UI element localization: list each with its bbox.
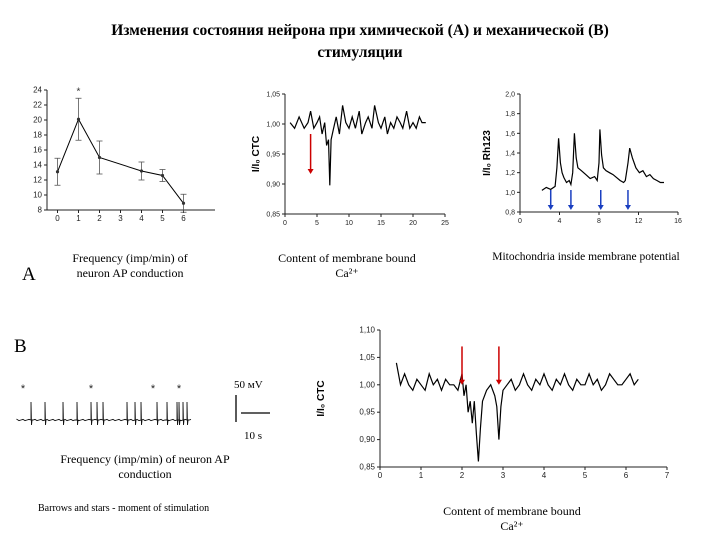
x-tick-label: 7 [664, 471, 670, 480]
chart-a-frequency [25, 82, 230, 232]
y-axis-label: I/I₀ Rh123 [482, 130, 493, 176]
caption-b-frequency: Frequency (imp/min) of neuron AP conduction [60, 452, 230, 481]
chart-a-rh123 [478, 86, 693, 226]
stimulation-star: * [150, 383, 156, 395]
data-point [56, 170, 59, 173]
footnote-stimulation: Barrows and stars - moment of stimulation [38, 503, 210, 514]
chart-b-ctc [312, 322, 682, 487]
y-tick-label: 8 [37, 205, 42, 215]
slide-title [0, 20, 720, 64]
data-point [161, 174, 164, 177]
x-tick-label: 3 [118, 214, 123, 223]
y-tick-label: 1,4 [505, 150, 515, 158]
y-tick-label: 1,00 [266, 121, 280, 129]
y-tick-label: 12 [33, 175, 42, 185]
data-point [77, 118, 80, 121]
x-tick-label: 5 [315, 220, 319, 227]
y-tick-label: 10 [33, 190, 42, 200]
x-tick-label: 5 [582, 471, 588, 480]
y-tick-label: 0,8 [505, 209, 515, 217]
x-tick-label: 3 [500, 471, 506, 480]
y-tick-label: 1,05 [359, 352, 375, 362]
x-tick-label: 1 [418, 471, 424, 480]
y-tick-label: 1,6 [505, 130, 515, 138]
x-tick-label: 6 [623, 471, 629, 480]
y-tick-label: 0,85 [266, 211, 280, 219]
y-tick-label: 1,8 [505, 111, 515, 119]
y-tick-label: 1,00 [359, 380, 375, 390]
x-tick-label: 0 [377, 471, 383, 480]
stimulus-arrowhead [625, 205, 631, 210]
x-tick-label: 0 [55, 214, 60, 223]
y-tick-label: 0,95 [359, 407, 375, 417]
x-tick-label: 4 [139, 214, 144, 223]
y-tick-label: 0,95 [266, 151, 280, 159]
x-tick-label: 5 [160, 214, 165, 223]
y-tick-label: 18 [33, 130, 42, 140]
x-tick-label: 2 [97, 214, 102, 223]
data-point [98, 156, 101, 159]
y-tick-label: 0,90 [359, 435, 375, 445]
stimulation-star: * [88, 383, 94, 395]
y-tick-label: 0,90 [266, 181, 280, 189]
stimulus-arrowhead [548, 205, 554, 210]
y-tick-label: 22 [33, 100, 42, 110]
significance-star: * [76, 86, 81, 98]
data-point [140, 169, 143, 172]
section-a-letter: A [22, 264, 36, 285]
y-tick-label: 1,2 [505, 170, 515, 178]
x-tick-label: 10 [345, 220, 353, 227]
y-tick-label: 20 [33, 115, 42, 125]
caption-a-rh123: Mitochondria inside membrane potential [492, 251, 680, 263]
x-tick-label: 25 [441, 220, 449, 227]
y-tick-label: 1,0 [505, 189, 515, 197]
caption-a-frequency: Frequency (imp/min) of neuron AP conduction [72, 251, 188, 280]
y-axis-label: I/I₀ CTC [251, 135, 262, 173]
series-line [542, 129, 664, 190]
series-line [396, 363, 638, 462]
chart-a-ctc [245, 86, 460, 231]
data-point [182, 202, 185, 205]
stimulus-arrowhead [568, 205, 574, 210]
y-tick-label: 1,10 [359, 325, 375, 335]
x-tick-label: 15 [377, 220, 385, 227]
stimulus-arrowhead [496, 380, 502, 385]
y-axis-label: I/I₀ CTC [316, 380, 327, 417]
x-tick-label: 8 [597, 218, 601, 225]
y-tick-label: 24 [33, 85, 42, 95]
caption-b-ctc: Content of membrane bound Ca²⁺ [443, 504, 581, 533]
stimulus-arrowhead [308, 169, 314, 174]
stimulus-arrowhead [598, 205, 604, 210]
caption-a-ctc: Content of membrane bound Ca²⁺ [278, 251, 416, 280]
title-line-2: стимуляции [317, 44, 403, 61]
series-line [58, 119, 184, 203]
section-b-letter: B [14, 336, 27, 357]
y-tick-label: 14 [33, 160, 42, 170]
y-tick-label: 1,05 [266, 91, 280, 99]
x-tick-label: 6 [181, 214, 186, 223]
stimulation-star: * [176, 383, 182, 395]
x-tick-label: 1 [76, 214, 81, 223]
x-tick-label: 12 [634, 218, 643, 225]
x-tick-label: 16 [674, 218, 682, 225]
x-tick-label: 4 [557, 218, 562, 225]
title-line-1: Изменения состояния нейрона при химической (А) и механической (В) [111, 22, 609, 39]
x-tick-label: 2 [459, 471, 465, 480]
x-tick-label: 0 [283, 220, 287, 227]
x-tick-label: 4 [541, 471, 547, 480]
stimulation-star: * [20, 383, 26, 395]
y-tick-label: 2,0 [505, 91, 515, 99]
ap-trace-line [17, 402, 191, 425]
scale-time-label: 10 s [244, 430, 263, 442]
x-tick-label: 20 [409, 220, 417, 227]
x-tick-label: 0 [518, 218, 522, 225]
scale-voltage-label: 50 мV [234, 379, 263, 391]
y-tick-label: 16 [33, 145, 42, 155]
y-tick-label: 0,85 [359, 462, 375, 472]
